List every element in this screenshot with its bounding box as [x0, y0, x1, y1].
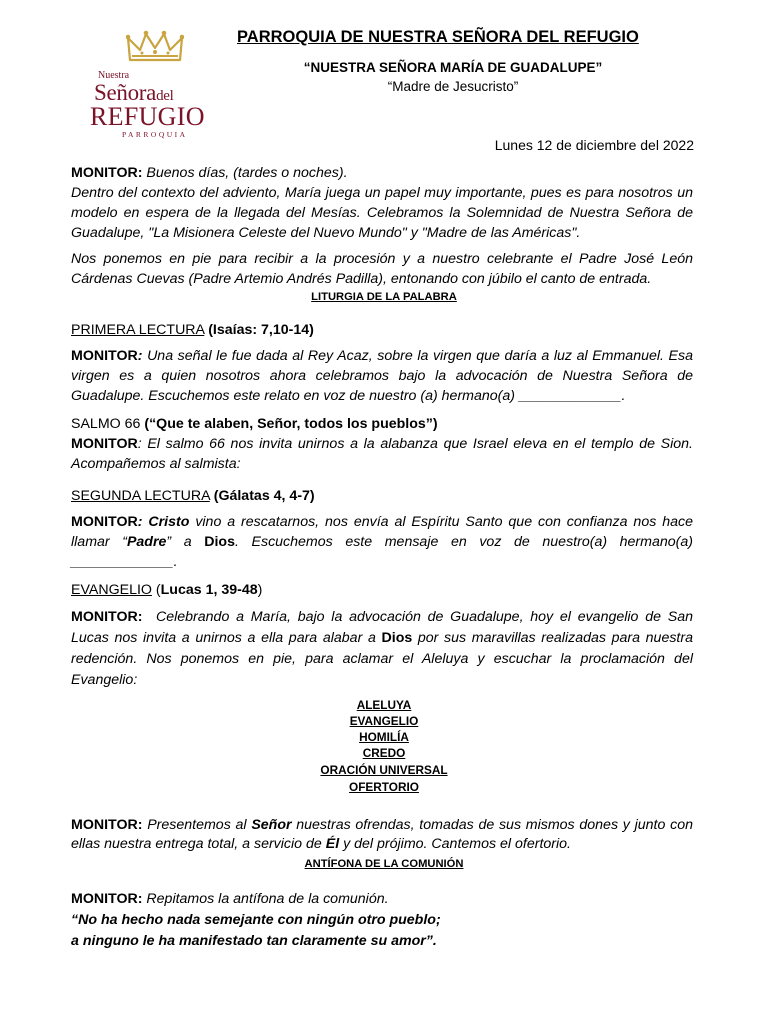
evangelio-block: [71, 580, 693, 691]
page-subtitle: “NUESTRA SEÑORA MARÍA DE GUADALUPE”: [303, 60, 603, 75]
salmo-text: [71, 434, 693, 474]
evangelio-text-2: por sus maravillas realizadas para nuestra redención. Nos ponemos en pie, para aclamar el Aleluya y escuchar la proclamación del Evangelio:: [71, 630, 693, 688]
primera-lectura-label: PRIMERA LECTURA: [71, 322, 205, 338]
word-cristo: Cristo: [148, 514, 190, 530]
antifona-block: [71, 889, 693, 952]
segunda-lectura-text: [71, 512, 693, 572]
segunda-text-1: vino a rescatarnos, nos envía al Espíritu Santo que con confianza nos hace llamar “: [71, 514, 693, 550]
monitor-label: MONITOR:: [71, 609, 143, 625]
ofertorio-block: [71, 816, 693, 854]
primera-lectura-text: [71, 346, 693, 406]
segunda-text-2: ” a: [166, 534, 192, 550]
primera-monitor-text: Una señal le fue dada al Rey Acaz, sobre la virgen que daría a luz al Emmanuel. Esa virgen es a quien nosotros ahora celebramos bajo la advocación de Nuestra Señora de Guadalupe. Escuchemos este relato en voz de nuestro (a) hermano(a) _____________.: [71, 348, 693, 404]
salmo-ref: (“Que te alaben, Señor, todos los pueblos”): [144, 416, 438, 432]
word-dios: Dios: [381, 630, 413, 646]
monitor-colon: :: [137, 514, 143, 530]
parish-logo: [86, 30, 205, 139]
logo-del-text: del: [156, 88, 174, 104]
liturgia-heading: LITURGIA DE LA PALABRA: [311, 291, 457, 303]
primera-lectura-block: [71, 320, 693, 406]
monitor-label: MONITOR: [71, 348, 138, 364]
intro-greeting: [71, 163, 693, 183]
intro-paragraph-1: Dentro del contexto del adviento, María juega un papel muy importante, pues es para nosotros un modelo en espera de la llegada del Mesías. Celebramos la Solemnidad de Nuestra Señora de Guadalupe, "La Misionera Celeste del Nuevo Mundo" y "Madre de las Américas".: [71, 185, 693, 241]
salmo-monitor-text: : El salmo 66 nos invita unirnos a la alabanza que Israel eleva en el templo de Sion. Acompañemos al salmista:: [71, 436, 693, 472]
order-item: OFERTORIO: [349, 780, 419, 794]
word-senor: Señor: [251, 817, 292, 833]
monitor-label: MONITOR:: [71, 891, 143, 907]
salmo-label: SALMO 66: [71, 416, 141, 432]
evangelio-heading: [71, 580, 693, 601]
antifona-intro: [71, 889, 693, 910]
logo-line-nuestra: Nuestra: [98, 70, 130, 81]
order-item: HOMILÍA: [359, 730, 409, 744]
antifona-heading: ANTÍFONA DE LA COMUNIÓN: [304, 858, 464, 870]
segunda-lectura-label: SEGUNDA LECTURA: [71, 488, 210, 504]
document-date: Lunes 12 de diciembre del 2022: [494, 137, 694, 153]
ofertorio-text-2: nuestras ofrendas, tomadas de sus mismos dones y junto con ellas nuestra entrega total, a servicio de: [71, 817, 693, 852]
monitor-label: MONITOR: [71, 514, 138, 530]
segunda-lectura-ref: (Gálatas 4, 4-7): [213, 488, 315, 504]
order-item: ALELUYA: [356, 698, 412, 712]
evangelio-label: EVANGELIO: [71, 582, 152, 598]
order-list: [0, 697, 768, 795]
segunda-text-3: . Escuchemos este mensaje en voz de nuestro(a) hermano(a) _____________.: [71, 534, 693, 570]
word-el: Él: [325, 836, 340, 852]
order-item: EVANGELIO: [349, 714, 419, 728]
logo-line-refugio: REFUGIO: [90, 102, 205, 131]
salmo-heading: [71, 414, 693, 434]
greeting-text: Buenos días, (tardes o noches).: [146, 165, 348, 181]
ofertorio-text-3: y del prójimo. Cantemos el ofertorio.: [343, 836, 571, 852]
antifona-intro-text: Repitamos la antífona de la comunión.: [146, 891, 389, 907]
word-dios: Dios: [204, 534, 235, 550]
page-title: PARROQUIA DE NUESTRA SEÑORA DEL REFUGIO: [237, 28, 639, 46]
intro-block: [71, 163, 693, 289]
monitor-label: MONITOR:: [71, 165, 143, 181]
ofertorio-text: [71, 816, 693, 854]
segunda-lectura-heading: [71, 486, 693, 506]
primera-lectura-ref: (Isaías: 7,10-14): [208, 322, 314, 338]
monitor-label: MONITOR: [71, 436, 138, 452]
antifona-quote-2: a ninguno le ha manifestado tan claramente su amor”.: [71, 933, 437, 949]
order-item: ORACIÓN UNIVERSAL: [320, 763, 448, 777]
intro-paragraph-2: Nos ponemos en pie para recibir a la procesión y a nuestro celebrante el Padre José León Cárdenas Cuevas (Padre Artemio Andrés Padilla), entonando con júbilo el canto de entrada.: [71, 251, 693, 287]
paren-open: (: [155, 582, 161, 598]
salmo-block: [71, 414, 693, 474]
primera-lectura-heading: [71, 320, 693, 340]
monitor-colon: :: [137, 348, 143, 364]
page-subtitle-2: “Madre de Jesucristo”: [387, 79, 519, 94]
crown-icon: [126, 30, 184, 64]
evangelio-text-1: Celebrando a María, bajo la advocación de Guadalupe, hoy el evangelio de San Lucas nos invita a unirnos a ella para alabar a: [71, 609, 693, 646]
paren-close: ): [257, 582, 263, 598]
ofertorio-text-1: Presentemos al: [147, 817, 247, 833]
logo-line-parroquia: PARROQUIA: [122, 130, 188, 139]
evangelio-text: [71, 607, 693, 691]
antifona-quote-1: “No ha hecho nada semejante con ningún otro pueblo;: [71, 912, 441, 928]
logo-senora-text: Señora: [94, 80, 157, 105]
monitor-label: MONITOR:: [71, 817, 143, 833]
word-padre: Padre: [126, 534, 167, 550]
segunda-lectura-block: [71, 486, 693, 572]
order-item: CREDO: [362, 746, 406, 760]
evangelio-ref: Lucas 1, 39-48: [160, 582, 258, 598]
